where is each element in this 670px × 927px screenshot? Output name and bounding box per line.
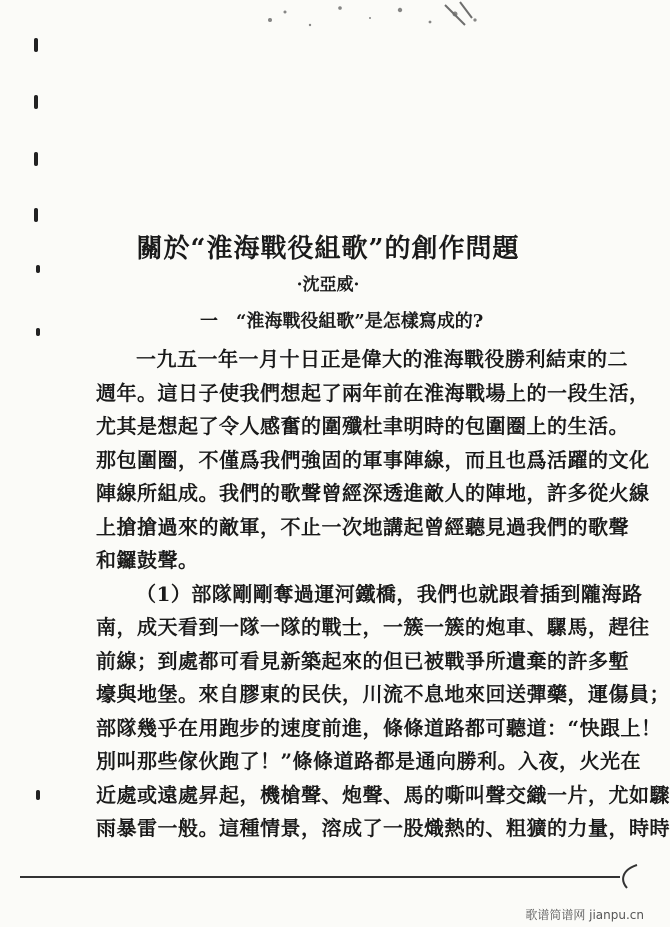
author-name: ·沈亞威· <box>296 275 360 295</box>
site-watermark: 歌谱简谱网 jianpu.cn <box>525 908 644 922</box>
text-line: 陣線所組成。我們的歌聲曾經深透進敵人的陣地，許多從火線 <box>96 481 650 505</box>
text-line: 南，成天看到一隊一隊的戰士，一簇一簇的炮車、騾馬，趕往 <box>96 615 650 639</box>
text-line: 上搶搶過來的敵軍，不止一次地講起曾經聽見過我們的歌聲 <box>96 514 629 539</box>
binding-holes <box>30 30 50 830</box>
page-bottom-rule <box>20 876 620 878</box>
section-heading: 一 “淮海戰役組歌”是怎樣寫成的? <box>200 311 484 332</box>
scan-smudge <box>250 0 510 40</box>
text-line: （1）部隊剛剛奪過運河鐵橋，我們也就跟着插到隴海路 <box>136 581 643 606</box>
text-line: 前線；到處都可看見新築起來的但已被戰爭所遺棄的許多塹 <box>96 648 629 673</box>
text-line: 壕與地堡。來自膠東的民伕，川流不息地來回送彈藥，運傷員； <box>96 682 670 706</box>
article-title: 關於“淮海戰役組歌”的創作問題 <box>136 234 520 264</box>
text-line: 那包圍圈，不僅爲我們強固的軍事陣線，而且也爲活躍的文化 <box>96 447 650 472</box>
text-line: 一九五一年一月十日正是偉大的淮海戰役勝利結束的二 <box>136 347 628 371</box>
text-line: 週年。這日子使我們想起了兩年前在淮海戰場上的一段生活， <box>96 380 650 405</box>
text-line: 近處或遠處昇起，機槍聲、炮聲、馬的嘶叫聲交織一片，尤如驟 <box>96 782 670 807</box>
text-line: 和鑼鼓聲。 <box>96 548 199 572</box>
page-corner-curl <box>612 860 642 890</box>
text-line: 部隊幾乎在用跑步的速度前進，條條道路都可聽道：“快跟上！ <box>96 715 662 740</box>
text-line: 尤其是想起了令人感奮的圍殲杜聿明時的包圍圈上的生活。 <box>96 414 629 438</box>
body-text <box>96 343 670 846</box>
text-line: 別叫那些傢伙跑了！”條條道路都是通向勝利。入夜，火光在 <box>96 749 642 773</box>
text-line: 雨暴雷一般。這種情景，溶成了一股熾熱的、粗獷的力量，時時 <box>96 816 670 840</box>
